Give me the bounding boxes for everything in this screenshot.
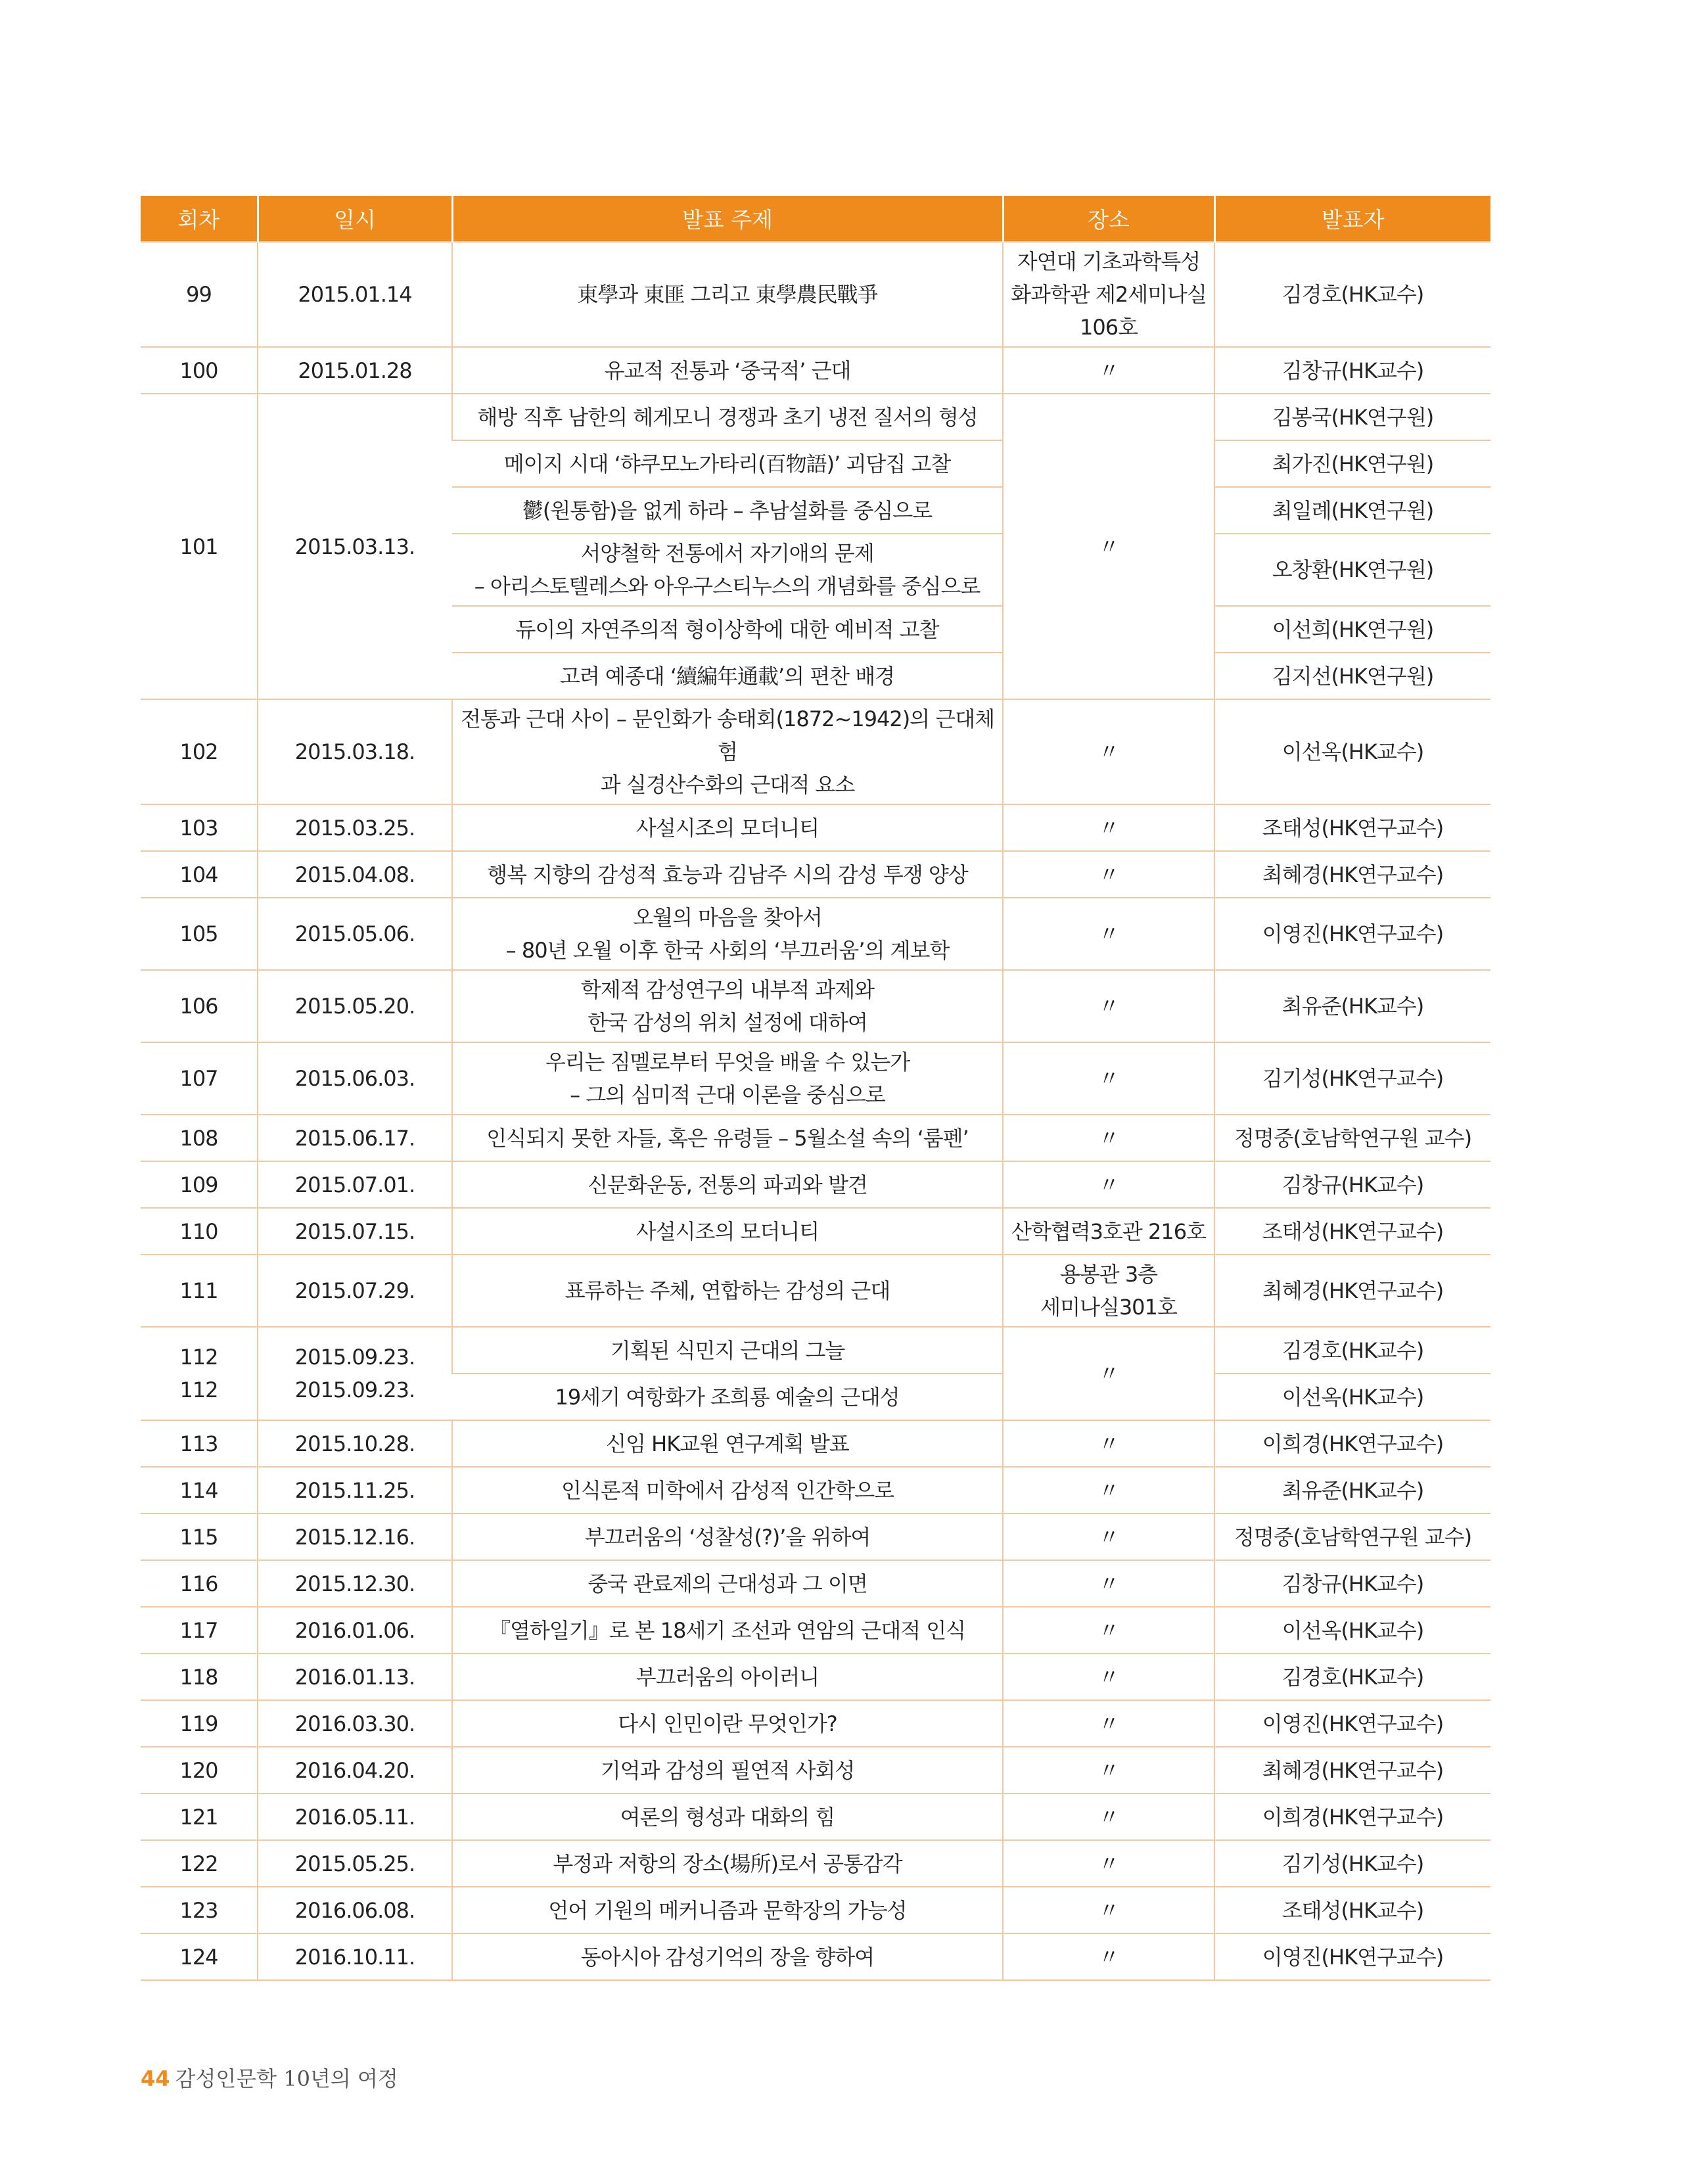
row-date: 2015.12.16. — [258, 1514, 452, 1560]
row-topic: 행복 지향의 감성적 효능과 김남주 시의 감성 투쟁 양상 — [452, 851, 1003, 898]
row-presenter: 이영진(HK연구교수) — [1214, 1933, 1490, 1980]
row-no: 105 — [141, 898, 258, 970]
row-place-ditto: 〃 — [1003, 394, 1214, 699]
row-place-ditto: 〃 — [1003, 1654, 1214, 1700]
place-line: 용봉관 3층 — [1059, 1262, 1158, 1287]
row-date: 2015.07.15. — [258, 1208, 452, 1255]
row-date: 2015.07.29. — [258, 1255, 452, 1327]
row-no: 113 — [141, 1420, 258, 1467]
table-row — [141, 1420, 1490, 1467]
row-presenter: 이선희(HK연구원) — [1214, 606, 1490, 653]
row-no: 109 — [141, 1161, 258, 1208]
row-topic — [452, 1042, 1003, 1115]
page-footer — [141, 2062, 398, 2093]
table-row — [141, 1747, 1490, 1793]
table-row — [141, 898, 1490, 970]
row-place-ditto: 〃 — [1003, 898, 1214, 970]
row-presenter: 최유준(HK교수) — [1214, 970, 1490, 1042]
row-no: 101 — [141, 394, 258, 699]
row-topic: 표류하는 주체, 연합하는 감성의 근대 — [452, 1255, 1003, 1327]
row-presenter: 김창규(HK교수) — [1214, 1560, 1490, 1607]
row-topic: 여론의 형성과 대화의 힘 — [452, 1793, 1003, 1840]
no-line: 112 — [179, 1377, 218, 1402]
row-presenter: 김기성(HK연구교수) — [1214, 1042, 1490, 1115]
row-presenter: 이선옥(HK교수) — [1214, 1374, 1490, 1420]
row-topic: 해방 직후 남한의 헤게모니 경쟁과 초기 냉전 질서의 형성 — [452, 394, 1003, 440]
row-topic: 기획된 식민지 근대의 그늘 — [452, 1327, 1003, 1374]
row-presenter: 김경호(HK교수) — [1214, 1654, 1490, 1700]
row-date: 2016.01.13. — [258, 1654, 452, 1700]
row-presenter: 김창규(HK교수) — [1214, 347, 1490, 394]
row-no: 115 — [141, 1514, 258, 1560]
table-row — [141, 1327, 1490, 1374]
row-date: 2015.04.08. — [258, 851, 452, 898]
row-place-ditto: 〃 — [1003, 970, 1214, 1042]
table-row — [141, 1208, 1490, 1255]
table-row — [141, 1161, 1490, 1208]
row-date: 2015.12.30. — [258, 1560, 452, 1607]
table-row — [141, 394, 1490, 440]
row-topic: 부끄러움의 ‘성찰성(?)’을 위하여 — [452, 1514, 1003, 1560]
row-place-ditto: 〃 — [1003, 347, 1214, 394]
row-topic: 중국 관료제의 근대성과 그 이면 — [452, 1560, 1003, 1607]
row-place-ditto: 〃 — [1003, 1560, 1214, 1607]
row-date: 2015.03.13. — [258, 394, 452, 699]
row-topic: 동아시아 감성기억의 장을 향하여 — [452, 1933, 1003, 1980]
table-row — [141, 1933, 1490, 1980]
topic-line: 서양철학 전통에서 자기애의 문제 — [580, 541, 874, 566]
topic-line: 한국 감성의 위치 설정에 대하여 — [588, 1010, 867, 1035]
header-no: 회차 — [141, 196, 258, 242]
row-no: 124 — [141, 1933, 258, 1980]
row-topic: 東學과 東匪 그리고 東學農民戰爭 — [452, 242, 1003, 347]
row-presenter: 최혜경(HK연구교수) — [1214, 851, 1490, 898]
row-no: 123 — [141, 1887, 258, 1933]
row-presenter: 김경호(HK교수) — [1214, 1327, 1490, 1374]
row-presenter: 최혜경(HK연구교수) — [1214, 1255, 1490, 1327]
topic-line: 오월의 마음을 찾아서 — [633, 905, 822, 930]
table-row — [141, 1840, 1490, 1887]
row-date: 2015.11.25. — [258, 1467, 452, 1514]
row-place-ditto: 〃 — [1003, 851, 1214, 898]
table-row — [141, 1700, 1490, 1747]
row-no: 108 — [141, 1115, 258, 1161]
row-no: 110 — [141, 1208, 258, 1255]
row-date: 2016.01.06. — [258, 1607, 452, 1654]
row-no: 114 — [141, 1467, 258, 1514]
row-no: 118 — [141, 1654, 258, 1700]
table-row — [141, 1514, 1490, 1560]
table-row — [141, 1560, 1490, 1607]
row-presenter: 최유준(HK교수) — [1214, 1467, 1490, 1514]
row-date: 2015.03.25. — [258, 804, 452, 851]
row-presenter: 이영진(HK연구교수) — [1214, 898, 1490, 970]
topic-line: – 아리스토텔레스와 아우구스티누스의 개념화를 중심으로 — [474, 574, 981, 599]
topic-line: 전통과 근대 사이 – 문인화가 송태회(1872~1942)의 근대체험 — [460, 706, 995, 764]
row-place-ditto: 〃 — [1003, 804, 1214, 851]
table-row — [141, 970, 1490, 1042]
table-row — [141, 1793, 1490, 1840]
row-topic: 인식론적 미학에서 감성적 인간학으로 — [452, 1467, 1003, 1514]
row-topic: 『열하일기』로 본 18세기 조선과 연암의 근대적 인식 — [452, 1607, 1003, 1654]
topic-line: 학제적 감성연구의 내부적 과제와 — [580, 977, 875, 1002]
row-presenter: 김경호(HK교수) — [1214, 242, 1490, 347]
row-topic: 신문화운동, 전통의 파괴와 발견 — [452, 1161, 1003, 1208]
row-no: 104 — [141, 851, 258, 898]
row-place-ditto: 〃 — [1003, 699, 1214, 804]
table-row — [141, 1255, 1490, 1327]
row-presenter: 정명중(호남학연구원 교수) — [1214, 1115, 1490, 1161]
table-row — [141, 1115, 1490, 1161]
row-presenter: 오창환(HK연구원) — [1214, 534, 1490, 606]
row-date: 2015.05.25. — [258, 1840, 452, 1887]
book-title: 감성인문학 10년의 여정 — [175, 2066, 398, 2091]
row-date — [258, 1327, 452, 1420]
no-line: 112 — [179, 1345, 218, 1370]
topic-line: – 그의 심미적 근대 이론을 중심으로 — [570, 1082, 885, 1107]
row-place-ditto: 〃 — [1003, 1161, 1214, 1208]
row-date: 2016.04.20. — [258, 1747, 452, 1793]
row-date: 2015.05.20. — [258, 970, 452, 1042]
place-line: 자연대 기초과학특성 — [1017, 249, 1201, 274]
row-topic: 신임 HK교원 연구계획 발표 — [452, 1420, 1003, 1467]
table-row — [141, 1654, 1490, 1700]
row-place-ditto: 〃 — [1003, 1467, 1214, 1514]
table-row — [141, 1607, 1490, 1654]
row-topic: 19세기 여항화가 조희룡 예술의 근대성 — [452, 1374, 1003, 1420]
row-no: 117 — [141, 1607, 258, 1654]
table-row — [141, 804, 1490, 851]
row-no: 103 — [141, 804, 258, 851]
row-no: 120 — [141, 1747, 258, 1793]
row-presenter: 김지선(HK연구원) — [1214, 653, 1490, 699]
row-no: 119 — [141, 1700, 258, 1747]
row-topic: 메이지 시대 ‘햐쿠모노가타리(百物語)’ 괴담집 고찰 — [452, 440, 1003, 487]
row-topic — [452, 699, 1003, 804]
row-presenter: 정명중(호남학연구원 교수) — [1214, 1514, 1490, 1560]
row-presenter: 최가진(HK연구원) — [1214, 440, 1490, 487]
table-row — [141, 1042, 1490, 1115]
row-place-ditto: 〃 — [1003, 1840, 1214, 1887]
row-no: 99 — [141, 242, 258, 347]
header-topic: 발표 주제 — [452, 196, 1003, 242]
row-date: 2015.01.14 — [258, 242, 452, 347]
row-presenter: 조태성(HK연구교수) — [1214, 804, 1490, 851]
row-place — [1003, 242, 1214, 347]
row-presenter: 이희경(HK연구교수) — [1214, 1420, 1490, 1467]
table-row — [141, 851, 1490, 898]
row-place-ditto: 〃 — [1003, 1327, 1214, 1420]
row-date: 2015.06.03. — [258, 1042, 452, 1115]
header-date: 일시 — [258, 196, 452, 242]
place-line: 세미나실301호 — [1040, 1295, 1177, 1320]
row-no: 111 — [141, 1255, 258, 1327]
date-line: 2015.09.23. — [294, 1345, 415, 1370]
row-date: 2016.10.11. — [258, 1933, 452, 1980]
row-topic: 부정과 저항의 장소(場所)로서 공통감각 — [452, 1840, 1003, 1887]
row-place-ditto: 〃 — [1003, 1700, 1214, 1747]
row-topic: 고려 예종대 ‘續編年通載’의 편찬 배경 — [452, 653, 1003, 699]
row-topic: 듀이의 자연주의적 형이상학에 대한 예비적 고찰 — [452, 606, 1003, 653]
row-no: 122 — [141, 1840, 258, 1887]
row-no: 100 — [141, 347, 258, 394]
page-number: 44 — [141, 2066, 170, 2091]
row-place-ditto: 〃 — [1003, 1514, 1214, 1560]
row-date: 2016.03.30. — [258, 1700, 452, 1747]
row-no: 102 — [141, 699, 258, 804]
row-topic — [452, 898, 1003, 970]
row-presenter: 이선옥(HK교수) — [1214, 1607, 1490, 1654]
row-presenter: 최일례(HK연구원) — [1214, 487, 1490, 534]
row-no: 107 — [141, 1042, 258, 1115]
row-topic — [452, 970, 1003, 1042]
row-place-ditto: 〃 — [1003, 1607, 1214, 1654]
schedule-table — [141, 196, 1490, 1981]
row-presenter: 김창규(HK교수) — [1214, 1161, 1490, 1208]
row-presenter: 최혜경(HK연구교수) — [1214, 1747, 1490, 1793]
row-place-ditto: 〃 — [1003, 1420, 1214, 1467]
row-place — [1003, 1255, 1214, 1327]
row-presenter: 이희경(HK연구교수) — [1214, 1793, 1490, 1840]
row-topic: 유교적 전통과 ‘중국적’ 근대 — [452, 347, 1003, 394]
row-topic: 인식되지 못한 자들, 혹은 유령들 – 5월소설 속의 ‘룸펜’ — [452, 1115, 1003, 1161]
row-presenter: 이선옥(HK교수) — [1214, 699, 1490, 804]
row-presenter: 김기성(HK교수) — [1214, 1840, 1490, 1887]
row-place-ditto: 〃 — [1003, 1793, 1214, 1840]
row-presenter: 이영진(HK연구교수) — [1214, 1700, 1490, 1747]
topic-line: 우리는 짐멜로부터 무엇을 배울 수 있는가 — [545, 1050, 910, 1075]
row-topic: 언어 기원의 메커니즘과 문학장의 가능성 — [452, 1887, 1003, 1933]
table-row — [141, 1467, 1490, 1514]
row-date: 2016.05.11. — [258, 1793, 452, 1840]
table-row — [141, 1887, 1490, 1933]
row-no: 106 — [141, 970, 258, 1042]
row-place-ditto: 〃 — [1003, 1115, 1214, 1161]
table-row — [141, 347, 1490, 394]
row-presenter: 조태성(HK교수) — [1214, 1887, 1490, 1933]
row-date: 2015.03.18. — [258, 699, 452, 804]
row-place-ditto: 〃 — [1003, 1933, 1214, 1980]
row-topic: 사설시조의 모더니티 — [452, 1208, 1003, 1255]
row-presenter: 조태성(HK연구교수) — [1214, 1208, 1490, 1255]
table-row — [141, 699, 1490, 804]
row-topic: 부끄러움의 아이러니 — [452, 1654, 1003, 1700]
row-no: 121 — [141, 1793, 258, 1840]
row-date: 2015.07.01. — [258, 1161, 452, 1208]
row-date: 2015.06.17. — [258, 1115, 452, 1161]
header-place: 장소 — [1003, 196, 1214, 242]
row-no — [141, 1327, 258, 1420]
row-topic: 鬱(원통함)을 없게 하라 – 추남설화를 중심으로 — [452, 487, 1003, 534]
row-place: 산학협력3호관 216호 — [1003, 1208, 1214, 1255]
header-presenter: 발표자 — [1214, 196, 1490, 242]
row-date: 2016.06.08. — [258, 1887, 452, 1933]
row-topic: 기억과 감성의 필연적 사회성 — [452, 1747, 1003, 1793]
row-place-ditto: 〃 — [1003, 1887, 1214, 1933]
place-line: 화과학관 제2세미나실 — [1011, 282, 1207, 307]
table-row — [141, 242, 1490, 347]
row-place-ditto: 〃 — [1003, 1042, 1214, 1115]
place-line: 106호 — [1080, 315, 1138, 340]
row-date: 2015.01.28 — [258, 347, 452, 394]
row-topic: 다시 인민이란 무엇인가? — [452, 1700, 1003, 1747]
row-date: 2015.10.28. — [258, 1420, 452, 1467]
row-no: 116 — [141, 1560, 258, 1607]
row-topic — [452, 534, 1003, 606]
row-presenter: 김봉국(HK연구원) — [1214, 394, 1490, 440]
header-row — [141, 196, 1490, 242]
topic-line: – 80년 오월 이후 한국 사회의 ‘부끄러움’의 계보학 — [505, 938, 950, 963]
row-place-ditto: 〃 — [1003, 1747, 1214, 1793]
row-topic: 사설시조의 모더니티 — [452, 804, 1003, 851]
topic-line: 과 실경산수화의 근대적 요소 — [600, 772, 855, 797]
date-line: 2015.09.23. — [294, 1377, 415, 1402]
row-date: 2015.05.06. — [258, 898, 452, 970]
